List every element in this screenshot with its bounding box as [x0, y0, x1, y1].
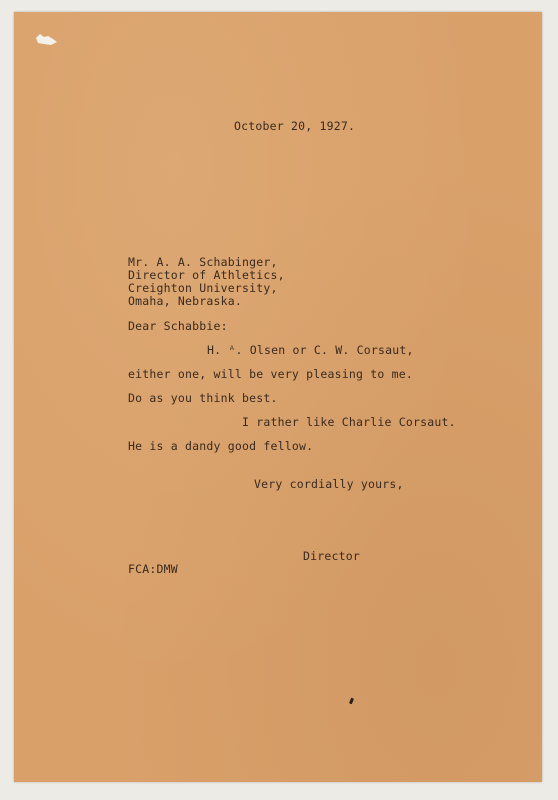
- letter-paper: [14, 12, 542, 782]
- body-line-4: I rather like Charlie Corsaut.: [242, 415, 456, 429]
- recipient-organization-line: Creighton University,: [128, 281, 278, 295]
- letter-salutation: Dear Schabbie:: [128, 319, 228, 333]
- recipient-title-line: Director of Athletics,: [128, 268, 285, 282]
- recipient-name-line: Mr. A. A. Schabinger,: [128, 255, 278, 269]
- signature-title: Director: [303, 549, 360, 563]
- letter-date: October 20, 1927.: [234, 119, 356, 133]
- body-line-5: He is a dandy good fellow.: [128, 439, 314, 453]
- body-line-3: Do as you think best.: [128, 391, 278, 405]
- body-line-1: H. ᴬ. Olsen or C. W. Corsaut,: [207, 343, 414, 357]
- body-line-2: either one, will be very pleasing to me.: [128, 367, 413, 381]
- reference-initials: FCA:DMW: [128, 562, 178, 576]
- torn-paper-corner: [34, 33, 58, 47]
- letter-closing: Very cordially yours,: [254, 477, 404, 491]
- ink-speck: [349, 698, 354, 705]
- recipient-city-line: Omaha, Nebraska.: [128, 294, 242, 308]
